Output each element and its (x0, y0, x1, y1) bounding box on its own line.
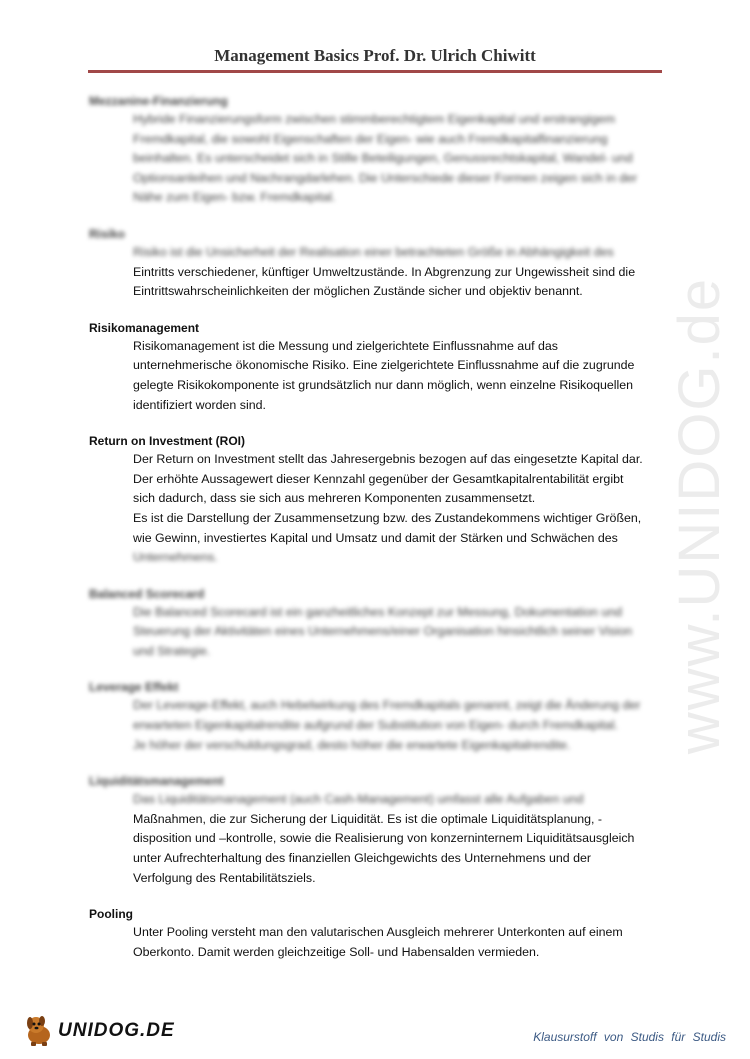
glossary-definition (133, 923, 664, 962)
glossary-definition (133, 337, 664, 415)
definition-line: Fremdkapital, die sowohl Eigenschaften der Eigen- wie auch Fremdkapitalfinanzierung (133, 131, 608, 146)
glossary-entry (89, 432, 664, 568)
dog-mascot-icon (22, 1015, 56, 1047)
definition-line: gelegte Risikokomponente ist grundsätzlich nur dann möglich, wenn einzelne Risikoquellen (133, 377, 634, 392)
glossary-definition (133, 243, 664, 302)
definition-line: sich dadurch, dass sie sich aus mehreren Komponenten zusammensetzt. (133, 491, 536, 506)
glossary-entry (89, 678, 664, 755)
definition-line: Die Balanced Scorecard ist ein ganzheitliches Konzept zur Messung, Dokumentation und (133, 604, 623, 619)
definition-line: Der erhöhte Aussagewert dieser Kennzahl gegenüber der Gesamtkapitalrentabilität ergibt (133, 471, 624, 486)
watermark (655, 276, 745, 754)
glossary-term: Pooling (89, 907, 133, 922)
definition-line: Optionsanleihen und Nachrangdarlehen. Die Unterschiede dieser Formen zeigen sich in der (133, 170, 638, 185)
glossary-entry (89, 319, 664, 415)
watermark-text: www.UNIDOG.de (667, 276, 733, 754)
page-title: Management Basics Prof. Dr. Ulrich Chiwitt (214, 46, 536, 65)
glossary-term: Risiko (89, 226, 126, 241)
definition-line: erwarteten Eigenkapitalrendite aufgrund der Substitution von Eigen- durch Fremdkapital. (133, 718, 618, 733)
definition-line: wie Gewinn, investiertes Kapital und Umsatz und damit der Stärken und Schwächen des (133, 530, 618, 545)
definition-line: beinhalten. Es unterscheidet sich in Stille Beteiligungen, Genussrechtskapital, Wandel- und (133, 151, 633, 166)
logo-text: UNIDOG.DE (58, 1020, 175, 1041)
definition-line: Unternehmens. (133, 550, 218, 565)
definition-line: Das Liquiditätsmanagement (auch Cash-Management) umfasst alle Aufgaben und (133, 792, 584, 807)
definition-line: Nähe zum Eigen- bzw. Fremdkapital. (133, 190, 336, 205)
definition-line: Der Return on Investment stellt das Jahresergebnis bezogen auf das eingesetzte Kapital dar. (133, 452, 643, 467)
glossary-term: Return on Investment (ROI) (89, 434, 246, 449)
glossary-definition (133, 696, 664, 755)
definition-line: Der Leverage-Effekt, auch Hebelwirkung des Fremdkapitals genannt, zeigt die Änderung der (133, 698, 641, 713)
definition-line: Es ist die Darstellung der Zusammensetzung bzw. des Zustandekommens wichtiger Größen, (133, 510, 642, 525)
header-divider (88, 70, 662, 73)
definition-line: Risiko ist die Unsicherheit der Realisation einer betrachteten Größe in Abhängigkeit des (133, 244, 614, 259)
glossary-entry (89, 225, 664, 302)
glossary-term: Balanced Scorecard (89, 586, 205, 601)
glossary-term: Leverage Effekt (89, 680, 179, 695)
glossary-definition (133, 450, 664, 568)
glossary-entry (89, 772, 664, 888)
definition-line: Risikomanagement ist die Messung und zielgerichtete Einflussnahme auf das (133, 338, 558, 353)
definition-line: Unter Pooling versteht man den valutarischen Ausgleich mehrerer Unterkonten auf einem (133, 925, 623, 940)
glossary-term: Mezzanine-Finanzierung (89, 94, 228, 108)
definition-line: Verfolgung des Rentabilitätsziels. (133, 870, 316, 885)
glossary-definition (133, 790, 664, 888)
definition-line: Eintritts verschiedener, künftiger Umweltzustände. In Abgrenzung zur Ungewissheit sind die (133, 264, 636, 279)
definition-line: und Strategie. (133, 643, 211, 658)
glossary-entry (89, 92, 664, 208)
footer-tagline: Klausurstoff von Studis für Studis (533, 1030, 726, 1044)
definition-line: Hybride Finanzierungsform zwischen stimmberechtigtem Eigenkapital und erstrangigem (133, 112, 616, 126)
definition-line: disposition und –kontrolle, sowie die Realisierung von konzerninternem Liquiditätsausgleich (133, 831, 635, 846)
glossary-term: Liquiditätsmanagement (89, 774, 224, 789)
glossary-definition (133, 603, 664, 662)
glossary-term: Risikomanagement (89, 320, 200, 335)
glossary-content (89, 92, 664, 979)
glossary-entry (89, 585, 664, 662)
definition-line: Steuerung der Aktivitäten eines Unternehmens/einer Organisation hinsichtlich seiner Vision (133, 624, 633, 639)
definition-line: identifiziert worden sind. (133, 397, 266, 412)
unidog-logo[interactable] (22, 1014, 175, 1048)
glossary-entry (89, 905, 664, 962)
definition-line: unternehmerische ökonomische Risiko. Eine zielgerichtete Einflussnahme auf die zugrunde (133, 358, 635, 373)
definition-line: Je höher der verschuldungsgrad, desto höher die erwartete Eigenkapitalrendite. (133, 737, 571, 752)
definition-line: Eintrittswahrscheinlichkeiten der möglichen Zustände sicher und objektiv benannt. (133, 284, 583, 299)
glossary-definition (133, 110, 664, 208)
definition-line: Maßnahmen, die zur Sicherung der Liquidität. Es ist die optimale Liquiditätsplanung, - (133, 811, 603, 826)
definition-line: Oberkonto. Damit werden gleichzeitige Soll- und Habensalden vermieden. (133, 944, 540, 959)
definition-line: unter Aufrechterhaltung des finanziellen Gleichgewichts des Unternehmens und der (133, 851, 592, 866)
